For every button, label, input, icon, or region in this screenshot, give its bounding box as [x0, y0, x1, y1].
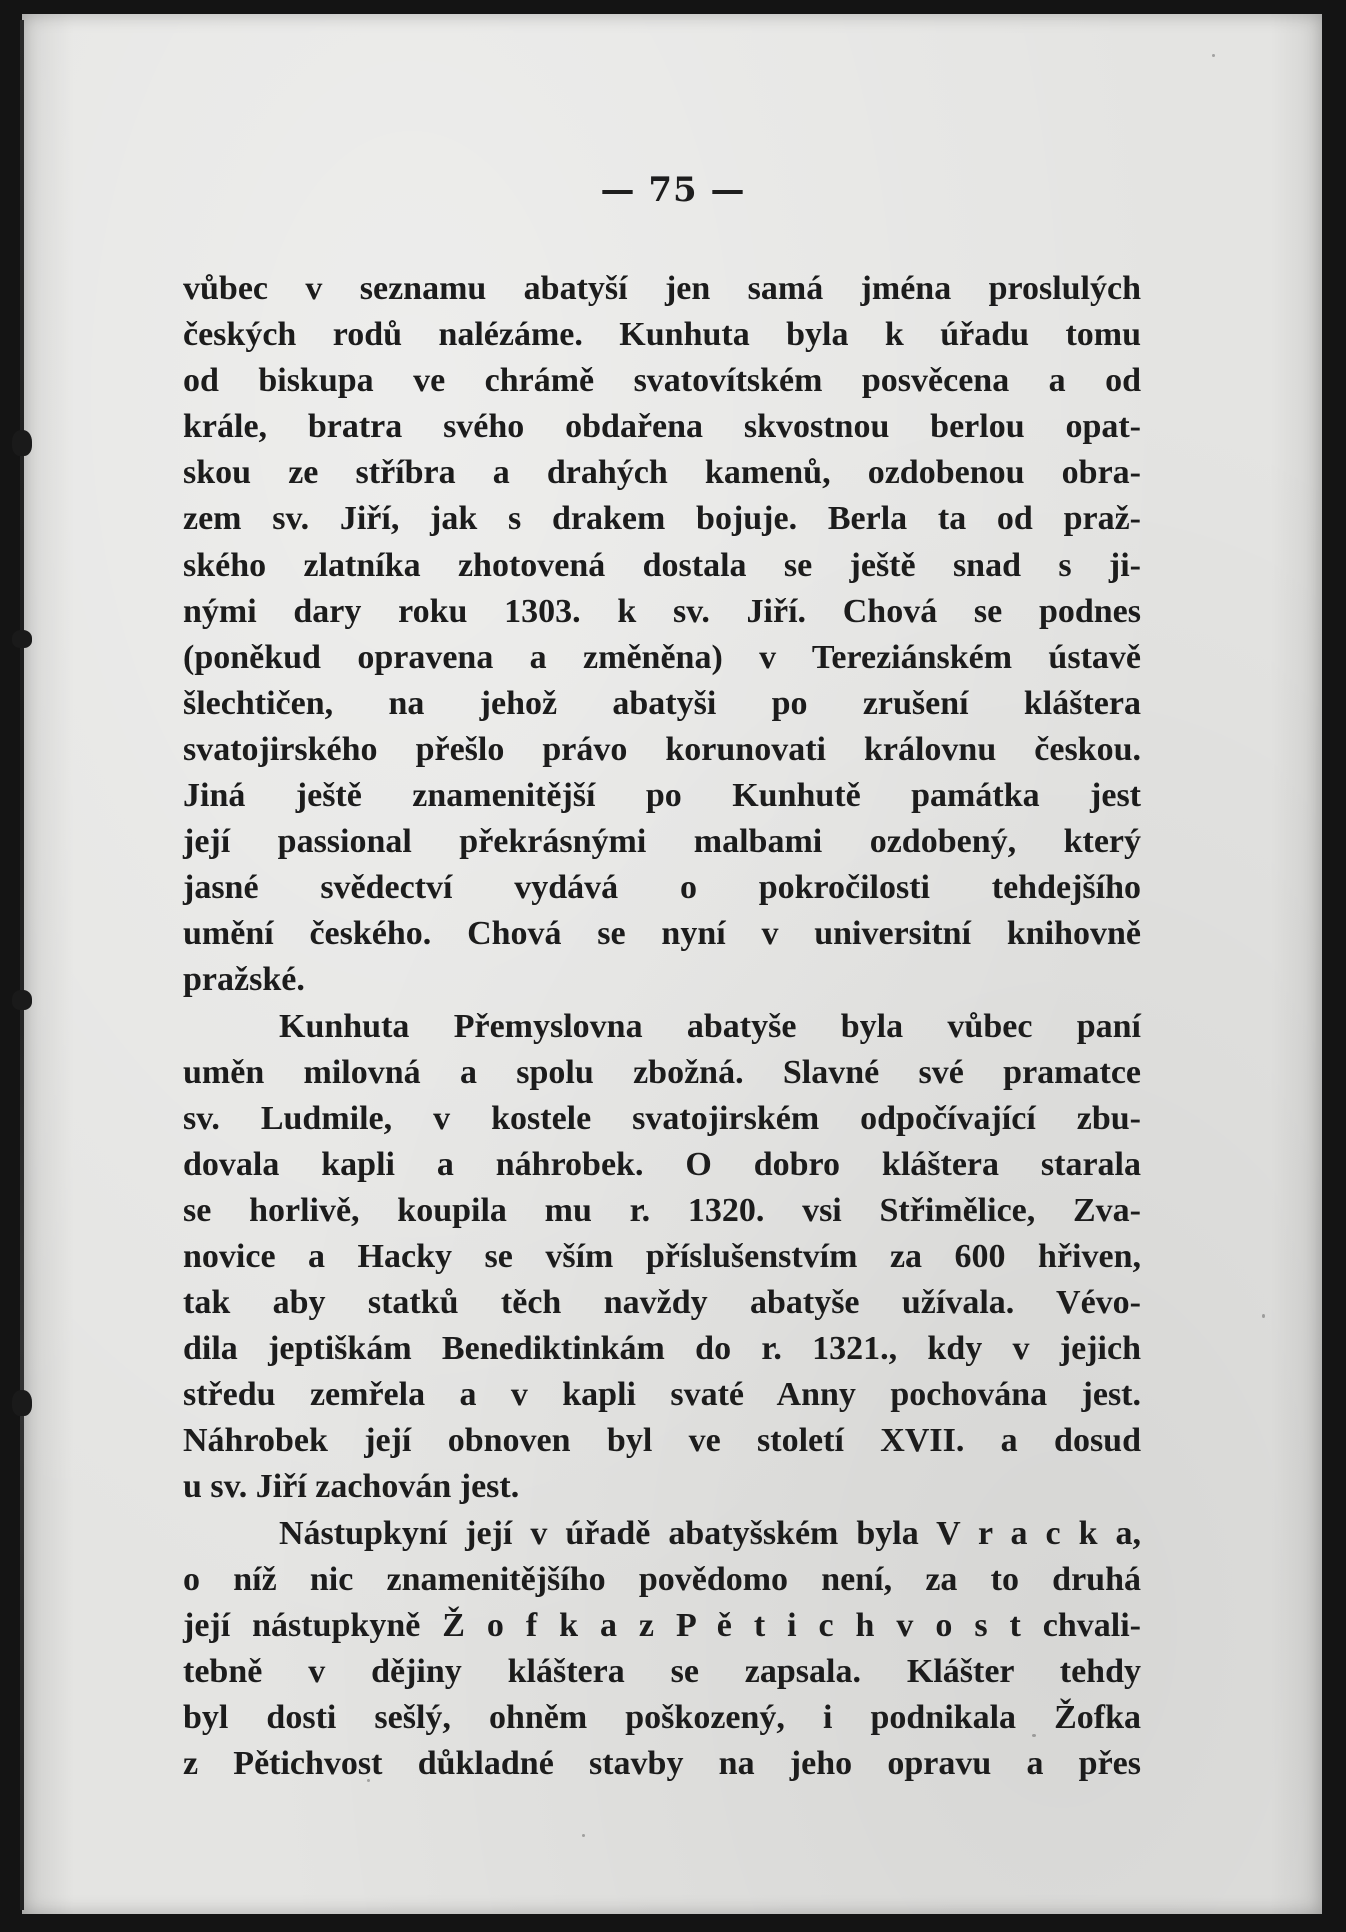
text-line: vůbec v seznamu abatyší jen samá jména proslulých	[183, 270, 1141, 307]
text-line: o níž nic znamenitějšího povědomo není, za to druhá	[183, 1560, 1141, 1598]
text-line: pražské.	[183, 961, 305, 999]
page-number: — 75 —	[600, 170, 746, 210]
paper-speck	[1212, 54, 1215, 57]
text-line: ského zlatníka zhotovená dostala se ještě snad s ji-	[183, 546, 1141, 584]
text-line: Nástupkyní její v úřadě abatyšském byla V r a c k a,	[279, 1514, 1141, 1552]
binding-thread	[8, 20, 22, 1910]
text-line: Kunhuta Přemyslovna abatyše byla vůbec paní	[279, 1007, 1141, 1045]
text-line: uměn milovná a spolu zbožná. Slavné své pramatce	[183, 1053, 1141, 1091]
text-line: od biskupa ve chrámě svatovítském posvěcena a od	[183, 362, 1141, 400]
binding-knot	[12, 1390, 32, 1416]
binding-knot	[12, 430, 32, 456]
text-line: Jiná ještě znamenitější po Kunhutě památka jest	[183, 777, 1141, 815]
text-line: svatojirského přešlo právo korunovati královnu českou.	[183, 730, 1141, 768]
text-line: byl dosti sešlý, ohněm poškozený, i podnikala Žofka	[183, 1698, 1141, 1736]
text-line: dila jeptiškám Benediktinkám do r. 1321., kdy v jejich	[183, 1330, 1141, 1368]
text-line: zem sv. Jiří, jak s drakem bojuje. Berla ta od praž-	[183, 500, 1141, 538]
text-line: (poněkud opravena a změněna) v Tereziánském ústavě	[183, 638, 1141, 676]
text-line: Náhrobek její obnoven byl ve století XVII. a dosud	[183, 1422, 1141, 1460]
text-line: českých rodů nalézáme. Kunhuta byla k úřadu tomu	[183, 316, 1141, 354]
paper-speck	[582, 1834, 585, 1837]
text-line: nými dary roku 1303. k sv. Jiří. Chová se podnes	[183, 592, 1141, 630]
text-line: její passional překrásnými malbami ozdobený, který	[183, 823, 1141, 861]
text-line: šlechtičen, na jehož abatyši po zrušení kláštera	[183, 684, 1141, 722]
text-line: tak aby statků těch navždy abatyše užívala. Vévo-	[183, 1284, 1141, 1322]
body-text	[183, 266, 1141, 1787]
text-line: tebně v dějiny kláštera se zapsala. Klášter tehdy	[183, 1652, 1141, 1690]
text-line: sv. Ludmile, v kostele svatojirském odpočívající zbu-	[183, 1099, 1141, 1137]
text-line: z Pětichvost důkladné stavby na jeho opravu a přes	[183, 1745, 1141, 1782]
text-line: středu zemřela a v kapli svaté Anny pochována jest.	[183, 1376, 1141, 1414]
text-line: u sv. Jiří zachován jest.	[183, 1468, 520, 1506]
text-line: její nástupkyně Ž o f k a z P ě t i c h v o s t chvali-	[183, 1606, 1141, 1644]
text-line: dovala kapli a náhrobek. O dobro kláštera starala	[183, 1145, 1141, 1183]
text-line: novice a Hacky se vším příslušenstvím za 600 hřiven,	[183, 1237, 1141, 1275]
text-line: umění českého. Chová se nyní v universitní knihovně	[183, 915, 1141, 953]
text-line: krále, bratra svého obdařena skvostnou berlou opat-	[183, 408, 1141, 446]
binding-knot	[12, 630, 32, 648]
paper-speck	[1262, 1314, 1265, 1318]
text-line: jasné svědectví vydává o pokročilosti tehdejšího	[183, 869, 1141, 907]
binding-knot	[12, 990, 32, 1010]
binding-thread-line	[20, 20, 24, 1910]
text-line: se horlivě, koupila mu r. 1320. vsi Střimělice, Zva-	[183, 1191, 1141, 1229]
text-line: skou ze stříbra a drahých kamenů, ozdobenou obra-	[183, 454, 1141, 492]
